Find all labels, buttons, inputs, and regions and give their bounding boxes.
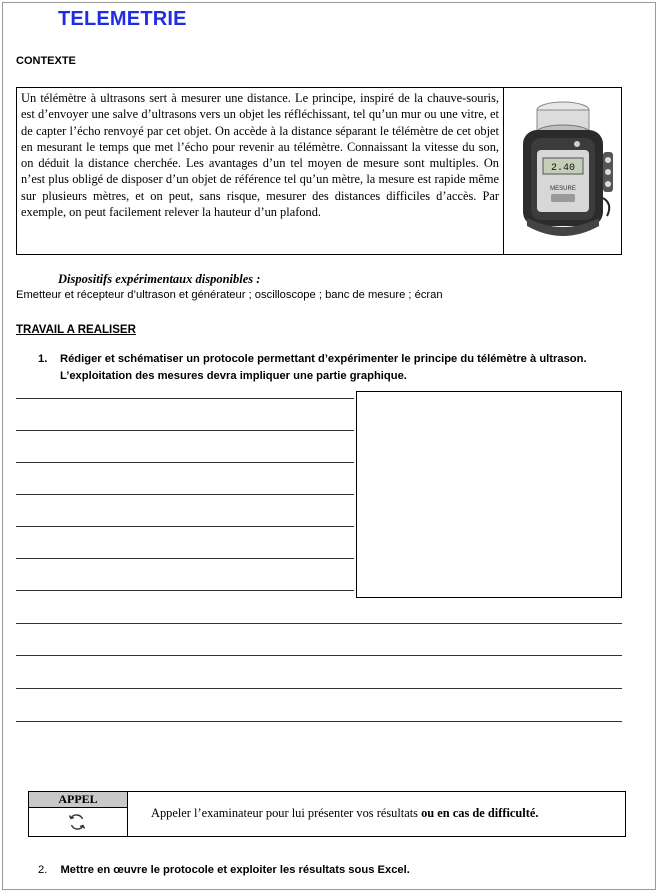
question-2-text: Mettre en œuvre le protocole et exploiter les résultats sous Excel. xyxy=(60,864,410,876)
answer-line[interactable] xyxy=(16,688,622,689)
appel-text-bold: ou en cas de difficulté. xyxy=(421,806,539,820)
answer-line[interactable] xyxy=(16,398,354,399)
appel-left-cell xyxy=(29,792,128,836)
refresh-icon xyxy=(67,812,87,832)
question-2-number: 2. xyxy=(38,864,48,876)
appel-text-normal: Appeler l’examinateur pour lui présenter vos résultats xyxy=(151,806,422,820)
answer-line[interactable] xyxy=(16,623,622,624)
answer-line[interactable] xyxy=(16,721,622,722)
context-paragraph: Un télémètre à ultrasons sert à mesurer une distance. Le principe, inspiré de la chauve-souris, est d’envoyer une salve d’ultrasons vers un objet les réfléchissant, tel qu’un mur ou une vitre, et de capter l’écho renvoyé par cet objet. On accède à la distance séparant le télémètre de cet objet en mesurant le temps que met l’écho pour revenir au télémètre. Connaissant la vitesse du son, on déduit la distance cherchée. Les avantages d’un tel moyen de mesure sont multiples. On n’est plus obligé de disposer d’un objet de référence tel qu’un mètre, la mesure est rapide même sur plusieurs mètres, et on peut, sans risque, mesurer des distances difficiles d’accès. Par exemple, on peut facilement relever la hauteur d’un plafond. xyxy=(21,91,499,220)
page-title: TELEMETRIE xyxy=(58,8,187,30)
question-1-text: Rédiger et schématiser un protocole permettant d’expérimenter le principe du télémètre à ultrason. L’exploitation des mesures devra impliquer une partie graphique. xyxy=(60,353,587,382)
dispositifs-heading: Dispositifs expérimentaux disponibles : xyxy=(58,272,261,286)
appel-box xyxy=(28,791,626,837)
ultrasonic-rangefinder-image xyxy=(507,90,619,252)
question-1-number: 1. xyxy=(38,353,48,365)
context-box xyxy=(16,87,622,255)
answer-line[interactable] xyxy=(16,494,354,495)
section-heading-contexte: CONTEXTE xyxy=(16,55,76,67)
section-heading-travail: TRAVAIL A REALISER xyxy=(16,324,136,336)
appel-label: APPEL xyxy=(29,792,127,808)
answer-line[interactable] xyxy=(16,462,354,463)
appel-text xyxy=(151,806,538,821)
question-2 xyxy=(38,864,410,876)
schema-drawing-box[interactable] xyxy=(356,391,622,598)
context-divider xyxy=(503,88,504,254)
answer-line[interactable] xyxy=(16,558,354,559)
answer-line[interactable] xyxy=(16,526,354,527)
answer-line[interactable] xyxy=(16,590,354,591)
svg-text:MESURE: MESURE xyxy=(550,186,576,192)
answer-line[interactable] xyxy=(16,655,622,656)
dispositifs-list: Emetteur et récepteur d’ultrason et générateur ; oscilloscope ; banc de mesure ; écran xyxy=(16,289,443,301)
svg-text:2.40: 2.40 xyxy=(550,163,576,174)
answer-line[interactable] xyxy=(16,430,354,431)
